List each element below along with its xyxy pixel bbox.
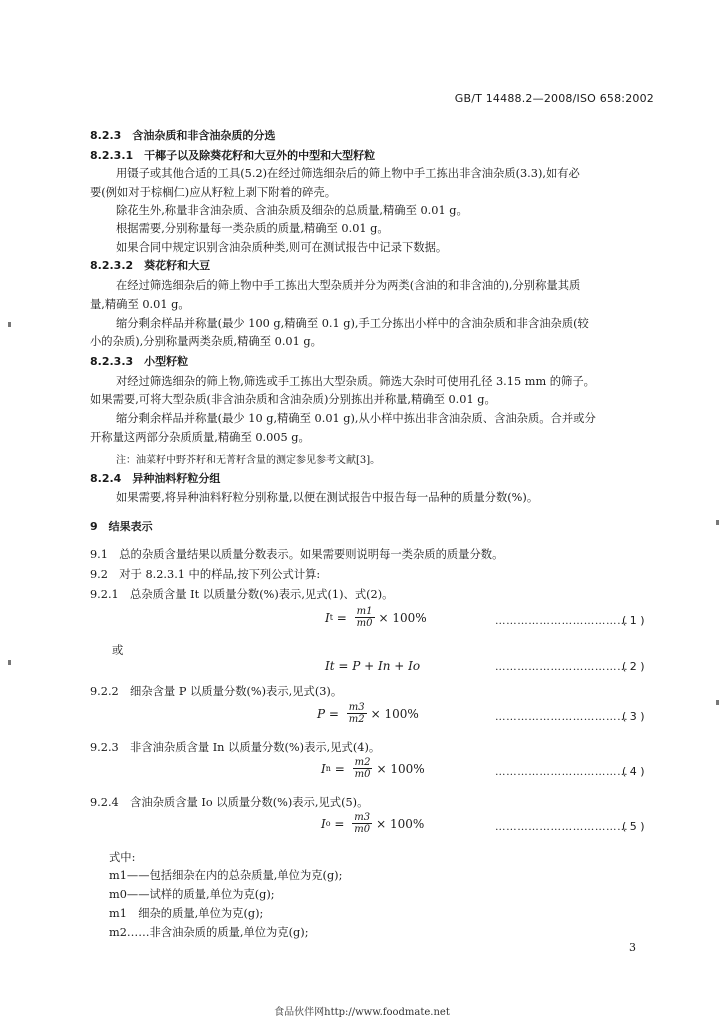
para-7-line-1: 对经过筛选细杂的筛上物,筛选或手工拣出大型杂质。筛选大杂时可使用孔径 3.15 mm 的筛子。 — [116, 375, 595, 388]
note-rapeseed: 注：油菜籽中野芥籽和无菁籽含量的测定参见参考文献[3]。 — [116, 455, 381, 466]
eq4-lhs: I — [321, 761, 326, 776]
eq5-numerator: m3 — [354, 812, 371, 823]
where-label: 式中: — [109, 851, 136, 864]
eq4-sub: n — [325, 764, 331, 773]
equation-3: P = $\frac{m3}{m2}$ × 100% — [317, 702, 419, 725]
para-6-line-1: 缩分剩余样品并称量(最少 100 g,精确至 0.1 g),手工分拣出小样中的含油杂质和非含油杂质(较 — [116, 317, 589, 330]
eq5-number: ( 5 ) — [622, 820, 645, 833]
eq4-number: ( 4 ) — [622, 765, 645, 778]
eq4-leader-dots: ……………………………… — [495, 766, 629, 778]
eq3-leader-dots: ……………………………… — [495, 711, 629, 723]
para-7-line-2: 如果需要,可将大型杂质(非含油杂质和含油杂质)分别拣出并称量,精确至 0.01 g。 — [90, 393, 496, 406]
eq2-number: ( 2 ) — [622, 660, 645, 673]
para-1-line-2: 要(例如对于棕榈仁)应从籽粒上剥下附着的碎壳。 — [90, 186, 337, 199]
para-9-2-1: 9.2.1 总杂质含量 It 以质量分数(%)表示,见式(1)、式(2)。 — [90, 588, 394, 601]
or-word: 或 — [112, 644, 124, 657]
scan-speck — [716, 700, 719, 705]
scan-speck — [716, 520, 719, 525]
para-9-2-2: 9.2.2 细杂含量 P 以质量分数(%)表示,见式(3)。 — [90, 685, 343, 698]
eq5-sub: o — [325, 819, 331, 828]
para-6-line-2: 小的杂质),分别称量两类杂质,精确至 0.01 g。 — [90, 335, 322, 348]
scan-speck — [8, 660, 11, 665]
variable-m1-fine: m1 细杂的质量,单位为克(g); — [109, 907, 264, 920]
eq3-lhs: P — [317, 706, 326, 721]
heading-8-2-3-3: 8.2.3.3 小型籽粒 — [90, 355, 189, 368]
eq5-lhs: I — [321, 816, 326, 831]
footer-watermark: 食品伙伴网http://www.foodmate.net — [274, 1007, 450, 1018]
page-number: 3 — [629, 941, 636, 954]
eq3-denominator: m2 — [348, 714, 365, 725]
para-9-1: 9.1 总的杂质含量结果以质量分数表示。如果需要则说明每一类杂质的质量分数。 — [90, 548, 504, 561]
equation-4: I n = $\frac{m2}{m0}$ × 100% — [321, 757, 425, 780]
eq5-leader-dots: ……………………………… — [495, 821, 629, 833]
eq3-numerator: m3 — [348, 702, 365, 713]
equation-1: I t = $\frac{m1}{m0}$ × 100% — [325, 606, 427, 629]
heading-9: 9 结果表示 — [90, 520, 153, 533]
eq1-denominator: m0 — [356, 618, 373, 629]
para-4: 如果合同中规定识别含油杂质种类,则可在测试报告中记录下数据。 — [116, 241, 448, 254]
eq2-leader-dots: ……………………………… — [495, 661, 629, 673]
para-9-2-3: 9.2.3 非含油杂质含量 In 以质量分数(%)表示,见式(4)。 — [90, 741, 381, 754]
variable-m2: m2……非含油杂质的质量,单位为克(g); — [109, 926, 309, 939]
para-2: 除花生外,称量非含油杂质、含油杂质及细杂的总质量,精确至 0.01 g。 — [116, 204, 468, 217]
para-3: 根据需要,分别称量每一类杂质的质量,精确至 0.01 g。 — [116, 222, 389, 235]
eq4-numerator: m2 — [354, 757, 371, 768]
scan-speck — [8, 322, 11, 327]
eq1-lhs: I — [325, 610, 330, 625]
variable-m1-total: m1——包括细杂在内的总杂质量,单位为克(g); — [109, 869, 343, 882]
para-1-line-1: 用镊子或其他合适的工具(5.2)在经过筛选细杂后的筛上物中手工拣出非含油杂质(3.3),如有必 — [116, 167, 580, 180]
eq1-number: ( 1 ) — [622, 614, 645, 627]
eq1-tail: × 100% — [378, 610, 427, 625]
variable-m0: m0——试样的质量,单位为克(g); — [109, 888, 275, 901]
eq1-sub: t — [329, 613, 333, 622]
eq4-tail: × 100% — [376, 761, 425, 776]
eq3-tail: × 100% — [370, 706, 419, 721]
heading-8-2-3: 8.2.3 含油杂质和非含油杂质的分选 — [90, 129, 276, 142]
para-8-line-1: 缩分剩余样品并称量(最少 10 g,精确至 0.01 g),从小样中拣出非含油杂质、含油杂质。合并或分 — [116, 412, 596, 425]
para-5-line-2: 量,精确至 0.01 g。 — [90, 298, 190, 311]
para-9-2: 9.2 对于 8.2.3.1 中的样品,按下列公式计算: — [90, 568, 321, 581]
heading-8-2-3-1: 8.2.3.1 干椰子以及除葵花籽和大豆外的中型和大型籽粒 — [90, 149, 376, 162]
equation-2: It = P + In + Io — [325, 659, 421, 673]
eq5-denominator: m0 — [354, 824, 371, 835]
standard-header: GB/T 14488.2—2008/ISO 658:2002 — [454, 92, 654, 105]
heading-8-2-4: 8.2.4 异种油料籽粒分组 — [90, 472, 221, 485]
heading-8-2-3-2: 8.2.3.2 葵花籽和大豆 — [90, 259, 211, 272]
equation-5: I o = $\frac{m3}{m0}$ × 100% — [321, 812, 425, 835]
para-5-line-1: 在经过筛选细杂后的筛上物中手工拣出大型杂质并分为两类(含油的和非含油的),分别称量其质 — [116, 279, 581, 292]
para-8-line-2: 开称量这两部分杂质质量,精确至 0.005 g。 — [90, 431, 310, 444]
para-9: 如果需要,将异种油料籽粒分别称量,以便在测试报告中报告每一品种的质量分数(%)。 — [116, 491, 539, 504]
eq1-numerator: m1 — [356, 606, 373, 617]
eq1-leader-dots: ……………………………… — [495, 615, 629, 627]
eq3-number: ( 3 ) — [622, 710, 645, 723]
para-9-2-4: 9.2.4 含油杂质含量 Io 以质量分数(%)表示,见式(5)。 — [90, 796, 369, 809]
eq5-tail: × 100% — [376, 816, 425, 831]
eq4-denominator: m0 — [354, 769, 371, 780]
